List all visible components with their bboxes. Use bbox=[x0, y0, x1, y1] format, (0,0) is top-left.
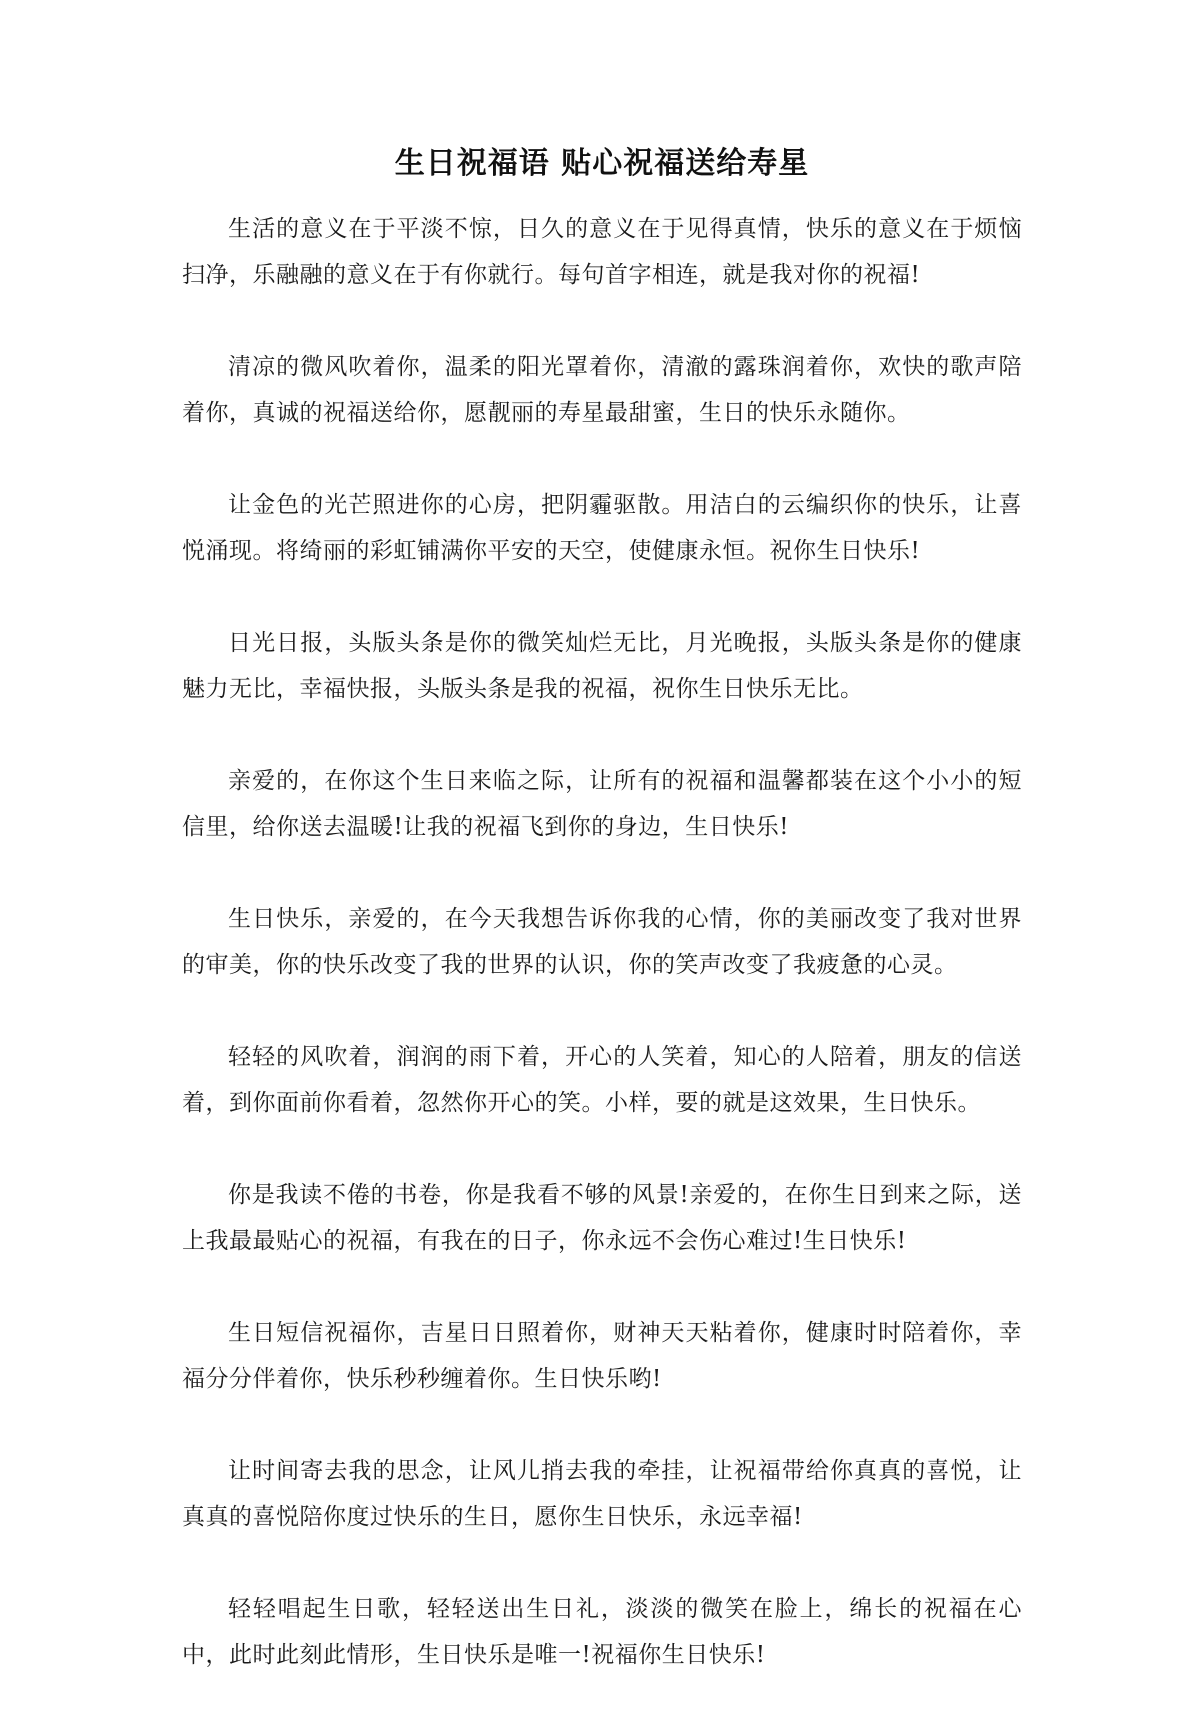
paragraph: 让金色的光芒照进你的心房，把阴霾驱散。用洁白的云编织你的快乐，让喜悦涌现。将绮丽的彩虹铺满你平安的天空，使健康永恒。祝你生日快乐! bbox=[182, 492, 1022, 564]
paragraph: 亲爱的，在你这个生日来临之际，让所有的祝福和温馨都装在这个小小的短信里，给你送去温暖!让我的祝福飞到你的身边，生日快乐! bbox=[182, 768, 1022, 840]
paragraph: 生日快乐，亲爱的，在今天我想告诉你我的心情，你的美丽改变了我对世界的审美，你的快乐改变了我的世界的认识，你的笑声改变了我疲惫的心灵。 bbox=[182, 906, 1022, 978]
paragraph: 清凉的微风吹着你，温柔的阳光罩着你，清澈的露珠润着你，欢快的歌声陪着你，真诚的祝福送给你，愿靓丽的寿星最甜蜜，生日的快乐永随你。 bbox=[182, 354, 1022, 426]
document-title: 生日祝福语 贴心祝福送给寿星 bbox=[394, 146, 810, 181]
paragraph: 轻轻唱起生日歌，轻轻送出生日礼，淡淡的微笑在脸上，绵长的祝福在心中，此时此刻此情形，生日快乐是唯一!祝福你生日快乐! bbox=[182, 1596, 1022, 1668]
paragraph: 让时间寄去我的思念，让风儿捎去我的牵挂，让祝福带给你真真的喜悦，让真真的喜悦陪你度过快乐的生日，愿你生日快乐，永远幸福! bbox=[182, 1458, 1022, 1530]
paragraph: 生日短信祝福你，吉星日日照着你，财神天天粘着你，健康时时陪着你，幸福分分伴着你，快乐秒秒缠着你。生日快乐哟! bbox=[182, 1320, 1022, 1392]
paragraph: 生活的意义在于平淡不惊，日久的意义在于见得真情，快乐的意义在于烦恼扫净，乐融融的意义在于有你就行。每句首字相连，就是我对你的祝福! bbox=[182, 216, 1022, 288]
paragraph: 日光日报，头版头条是你的微笑灿烂无比，月光晚报，头版头条是你的健康魅力无比，幸福快报，头版头条是我的祝福，祝你生日快乐无比。 bbox=[182, 630, 1022, 702]
paragraph: 你是我读不倦的书卷，你是我看不够的风景!亲爱的，在你生日到来之际，送上我最最贴心的祝福，有我在的日子，你永远不会伤心难过!生日快乐! bbox=[182, 1182, 1022, 1254]
paragraph: 轻轻的风吹着，润润的雨下着，开心的人笑着，知心的人陪着，朋友的信送着，到你面前你看着，忽然你开心的笑。小样，要的就是这效果，生日快乐。 bbox=[182, 1044, 1022, 1116]
document-page bbox=[182, 140, 1022, 1724]
